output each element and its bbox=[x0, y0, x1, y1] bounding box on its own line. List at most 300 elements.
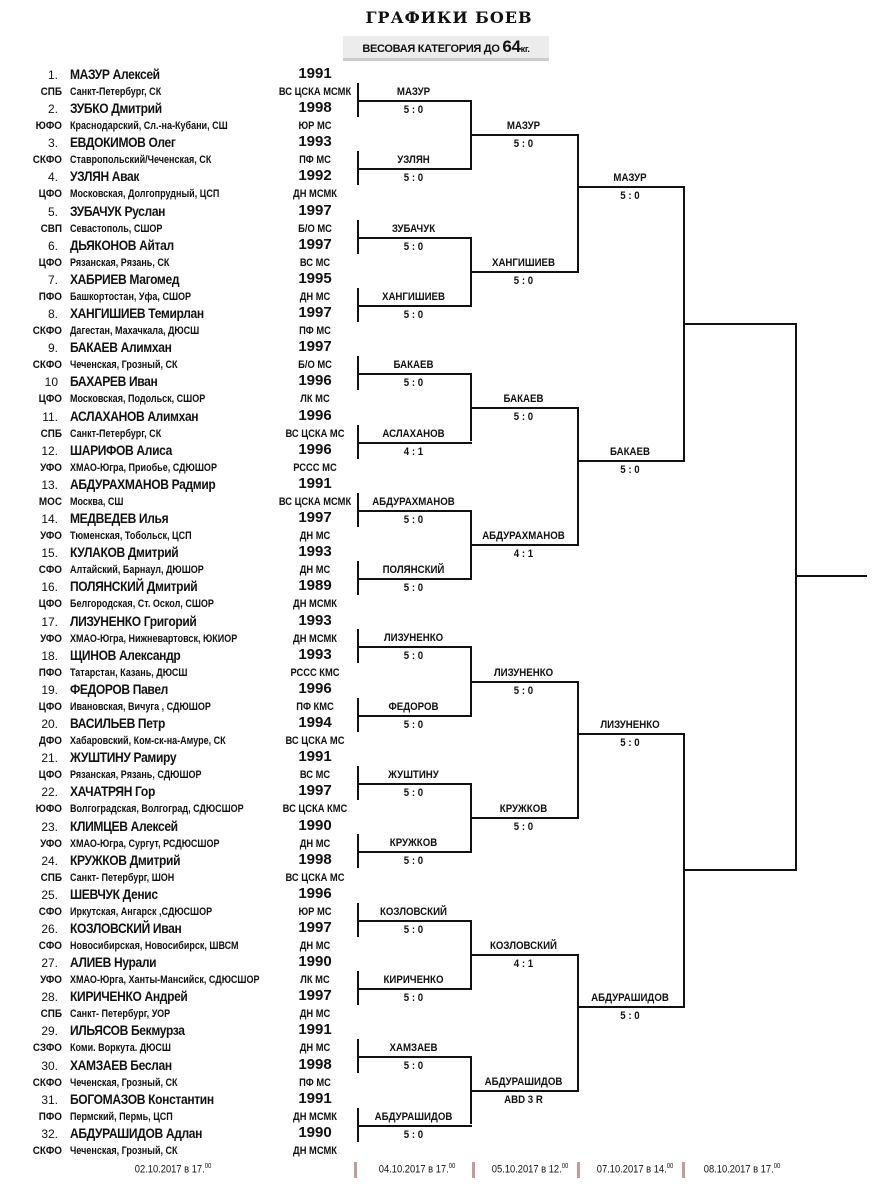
athlete-region: СКФО bbox=[32, 154, 62, 167]
athlete-region: ЦФО bbox=[38, 769, 62, 782]
bracket-line bbox=[577, 407, 579, 544]
athlete-name: ЕВДОКИМОВ Олег bbox=[70, 134, 176, 151]
bracket-line bbox=[470, 646, 472, 714]
athlete-city: Московская, Долгопрудный, ЦСП bbox=[70, 188, 220, 201]
athlete-name: МЕДВЕДЕВ Илья bbox=[70, 510, 169, 527]
match-winner: АБДУРАХМАНОВ bbox=[482, 529, 565, 542]
bracket-line bbox=[357, 715, 472, 717]
bracket-line bbox=[357, 373, 472, 375]
athlete-city: Чеченская, Грозный, СК bbox=[70, 1144, 178, 1157]
match-score: 5 : 0 bbox=[403, 377, 424, 390]
match-winner: ПОЛЯНСКИЙ bbox=[382, 564, 445, 577]
athlete-club: Б/О МС bbox=[298, 222, 332, 235]
match-winner: КРУЖКОВ bbox=[389, 837, 438, 850]
bracket-line bbox=[795, 323, 797, 869]
athlete-region: СВП bbox=[40, 222, 62, 235]
athlete-year: 1997 bbox=[298, 509, 332, 527]
athlete-city: ХМАО-Югра, Приобье, СДЮШОР bbox=[70, 461, 217, 474]
athlete-number: 28. bbox=[41, 990, 58, 1005]
athlete-region: ЦФО bbox=[38, 256, 62, 269]
match-winner: МАЗУР bbox=[613, 172, 647, 185]
athlete-region: УФО bbox=[40, 837, 62, 850]
match-winner: МАЗУР bbox=[506, 120, 541, 133]
athlete-region: ЦФО bbox=[38, 188, 62, 201]
match-winner: УЗЛЯН bbox=[397, 154, 430, 167]
athlete-year: 1996 bbox=[298, 372, 332, 390]
athlete-club: ДН МС bbox=[299, 564, 331, 577]
round-date bbox=[492, 1163, 569, 1176]
athlete-number: 9. bbox=[47, 341, 58, 356]
athlete-club: РССС МС bbox=[293, 461, 337, 474]
date-text: 08.10.2017 в 17. bbox=[703, 1163, 774, 1176]
athlete-number: 18. bbox=[41, 648, 58, 663]
athlete-name: ХАЧАТРЯН Гор bbox=[70, 783, 155, 800]
date-minutes: 00 bbox=[561, 1163, 569, 1170]
athlete-club: ДН МС bbox=[299, 530, 331, 543]
athlete-region: МОС bbox=[38, 495, 62, 508]
athlete-name: ЖУШТИНУ Рамиру bbox=[70, 749, 177, 766]
bracket-line bbox=[577, 460, 685, 462]
match-score: 5 : 0 bbox=[513, 138, 534, 151]
athlete-region: УФО bbox=[40, 974, 62, 987]
athlete-year: 1991 bbox=[298, 1089, 332, 1107]
bracket-line bbox=[577, 1006, 685, 1008]
athlete-name: ХАНГИШИЕВ Темирлан bbox=[70, 305, 204, 322]
match-score: 5 : 0 bbox=[403, 991, 424, 1004]
athlete-year: 1997 bbox=[298, 919, 332, 936]
athlete-number: 7. bbox=[47, 272, 58, 287]
athlete-name: КУЛАКОВ Дмитрий bbox=[70, 544, 179, 561]
athlete-club: ВС ЦСКА МСМК bbox=[278, 86, 352, 98]
athlete-year: 1997 bbox=[298, 201, 332, 219]
athlete-year: 1990 bbox=[298, 1123, 332, 1141]
bracket-line bbox=[357, 578, 472, 580]
athlete-club: ДН МСМК bbox=[293, 1110, 337, 1123]
athlete-year: 1997 bbox=[298, 782, 332, 800]
athlete-number: 24. bbox=[41, 853, 58, 868]
athlete-number: 29. bbox=[41, 1024, 58, 1039]
weight-unit: кг. bbox=[520, 44, 530, 54]
athlete-club: ДН МС bbox=[299, 837, 331, 850]
match-winner: ЖУШТИНУ bbox=[388, 769, 439, 781]
athlete-region: СКФО bbox=[32, 1144, 62, 1157]
athlete-region: ЮФО bbox=[35, 120, 62, 133]
athlete-year: 1998 bbox=[298, 1055, 332, 1073]
bracket-line bbox=[470, 817, 579, 819]
athlete-number: 26. bbox=[41, 922, 58, 936]
athlete-year: 1997 bbox=[298, 235, 332, 253]
athlete-region: УФО bbox=[40, 530, 62, 543]
bracket-line bbox=[470, 783, 472, 851]
athlete-club: ПФ МС bbox=[299, 1076, 331, 1089]
athlete-club: ЛК МС bbox=[300, 974, 330, 987]
date-minutes: 00 bbox=[773, 1163, 781, 1170]
athlete-club: ДН МС bbox=[299, 1008, 331, 1021]
athlete-club: ВС ЦСКА МС bbox=[285, 735, 345, 748]
athlete-club: Б/О МС bbox=[298, 359, 332, 372]
athlete-number: 14. bbox=[41, 512, 58, 527]
round-date bbox=[597, 1163, 674, 1176]
date-separator bbox=[472, 1162, 475, 1178]
athlete-year: 1997 bbox=[298, 304, 332, 322]
athlete-name: ВАСИЛЬЕВ Петр bbox=[70, 715, 165, 732]
bracket-line bbox=[357, 988, 472, 990]
athlete-name: АБДУРАХМАНОВ Радмир bbox=[70, 475, 216, 492]
bracket-line bbox=[357, 442, 472, 444]
weight-category bbox=[343, 36, 549, 61]
match-winner: ЛИЗУНЕНКО bbox=[383, 632, 444, 645]
athlete-city: Санкт- Петербург, ШОН bbox=[70, 871, 175, 884]
athlete-city: Волгоградская, Волгоград, СДЮСШОР bbox=[70, 803, 244, 816]
athlete-city: ХМАО-Юрга, Ханты-Мансийск, СДЮСШОР bbox=[70, 974, 260, 987]
athlete-city: Чеченская, Грозный, СК bbox=[70, 359, 178, 372]
athlete-region: СФО bbox=[38, 940, 62, 952]
match-score: 4 : 1 bbox=[513, 957, 534, 970]
athlete-region: ЦФО bbox=[38, 700, 62, 713]
bracket-line bbox=[357, 100, 472, 102]
athlete-club: ЛК МС bbox=[300, 393, 330, 406]
bracket-line bbox=[470, 954, 579, 956]
round-date bbox=[379, 1163, 456, 1176]
athlete-region: СФО bbox=[38, 905, 62, 918]
match-winner: АБДУРАШИДОВ bbox=[591, 992, 669, 1005]
athlete-number: 4. bbox=[47, 170, 58, 185]
match-winner: БАКАЕВ bbox=[393, 359, 434, 372]
athlete-region: ДФО bbox=[38, 735, 62, 748]
athlete-region: ПФО bbox=[38, 290, 62, 303]
date-minutes: 00 bbox=[448, 1163, 456, 1170]
athlete-year: 1995 bbox=[298, 269, 332, 287]
category-label: ВЕСОВАЯ КАТЕГОРИЯ ДО bbox=[362, 43, 500, 55]
bracket-line bbox=[795, 575, 867, 577]
round-date bbox=[704, 1163, 781, 1176]
date-text: 02.10.2017 в 17. bbox=[134, 1163, 205, 1176]
match-winner: ХАНГИШИЕВ bbox=[381, 290, 446, 303]
match-score: 5 : 0 bbox=[403, 104, 424, 116]
athlete-number: 6. bbox=[47, 238, 58, 253]
athlete-name: ФЕДОРОВ Павел bbox=[70, 680, 168, 697]
athlete-city: Пермский, Пермь, ЦСП bbox=[70, 1110, 173, 1123]
athlete-region: СПБ bbox=[40, 427, 62, 440]
match-winner: БАКАЕВ bbox=[610, 445, 650, 458]
athlete-year: 1993 bbox=[298, 543, 332, 561]
bracket-line bbox=[470, 100, 472, 168]
bracket-line bbox=[470, 510, 472, 578]
athlete-club: ДН МСМК bbox=[293, 598, 337, 611]
athlete-city: Санкт-Петербург, СК bbox=[70, 86, 162, 98]
match-winner: ХАНГИШИЕВ bbox=[491, 256, 556, 269]
athlete-city: Рязанская, Рязань, СК bbox=[70, 256, 170, 269]
athlete-club: ПФ МС bbox=[299, 154, 331, 167]
match-score: 5 : 0 bbox=[403, 513, 424, 526]
match-score: 5 : 0 bbox=[403, 1060, 424, 1073]
athlete-name: ХАБРИЕВ Магомед bbox=[70, 270, 180, 287]
date-minutes: 00 bbox=[666, 1163, 674, 1170]
athlete-year: 1996 bbox=[298, 440, 332, 458]
athlete-name: ШЕВЧУК Денис bbox=[70, 885, 158, 902]
athlete-number: 8. bbox=[47, 307, 58, 322]
athlete-name: УЗЛЯН Авак bbox=[70, 168, 140, 185]
bracket-line bbox=[683, 323, 797, 325]
athlete-city: Татарстан, Казань, ДЮСШ bbox=[70, 666, 188, 679]
match-score: 5 : 0 bbox=[513, 274, 534, 287]
athlete-region: СФО bbox=[38, 564, 62, 577]
match-winner: БАКАЕВ bbox=[503, 393, 544, 406]
bracket-line bbox=[357, 1056, 472, 1058]
athlete-city: Иркутская, Ангарск ,СДЮСШОР bbox=[70, 905, 213, 918]
athlete-city: Дагестан, Махачкала, ДЮСШ bbox=[70, 325, 200, 338]
athlete-city: Башкортостан, Уфа, СШОР bbox=[70, 290, 192, 303]
athlete-year: 1993 bbox=[298, 611, 332, 629]
bracket-line bbox=[470, 237, 472, 305]
match-score: 5 : 0 bbox=[620, 463, 640, 476]
athlete-number: 16. bbox=[41, 580, 58, 595]
athlete-number: 15. bbox=[41, 546, 58, 561]
match-score: 5 : 0 bbox=[403, 1128, 424, 1141]
athlete-city: Санкт- Петербург, УОР bbox=[70, 1008, 171, 1021]
athlete-city: Новосибирская, Новосибирск, ШВСМ bbox=[70, 940, 239, 952]
bracket-line bbox=[357, 920, 472, 922]
athlete-name: КЛИМЦЕВ Алексей bbox=[70, 817, 178, 834]
match-score: 5 : 0 bbox=[403, 923, 424, 936]
athlete-name: МАЗУР Алексей bbox=[70, 66, 160, 82]
athlete-year: 1993 bbox=[298, 645, 332, 663]
bracket-line bbox=[470, 681, 579, 683]
athlete-year: 1991 bbox=[298, 65, 332, 82]
athlete-number: 5. bbox=[47, 204, 58, 219]
bracket-line bbox=[577, 681, 579, 818]
match-score: 5 : 0 bbox=[403, 855, 424, 868]
round-date bbox=[135, 1163, 212, 1176]
athlete-club: ВС МС bbox=[299, 256, 331, 269]
athlete-city: Москва, СШ bbox=[70, 495, 124, 508]
athlete-year: 1998 bbox=[298, 99, 332, 117]
match-score: 5 : 0 bbox=[403, 240, 424, 253]
match-winner: АСЛАХАНОВ bbox=[382, 427, 445, 440]
match-winner: КОЗЛОВСКИЙ bbox=[489, 939, 558, 952]
match-score: 5 : 0 bbox=[403, 172, 424, 185]
match-winner: МАЗУР bbox=[396, 86, 431, 98]
bracket-line bbox=[357, 646, 472, 648]
athlete-name: КОЗЛОВСКИЙ Иван bbox=[70, 920, 182, 936]
bracket-line bbox=[357, 1125, 472, 1127]
athlete-name: АЛИЕВ Нурали bbox=[70, 954, 157, 971]
bracket-line bbox=[357, 305, 472, 307]
athlete-number: 23. bbox=[41, 819, 58, 834]
bracket-line bbox=[470, 134, 579, 136]
match-score: 4 : 1 bbox=[403, 445, 424, 458]
athlete-region: СКФО bbox=[32, 325, 62, 338]
athlete-number: 19. bbox=[41, 682, 58, 697]
match-winner: КОЗЛОВСКИЙ bbox=[379, 905, 448, 918]
athlete-club: ЮР МС bbox=[298, 120, 332, 133]
bracket-line bbox=[357, 168, 472, 170]
match-score: 5 : 0 bbox=[403, 582, 424, 595]
athlete-club: ВС ЦСКА КМС bbox=[282, 803, 348, 816]
athlete-club: ДН МСМК bbox=[293, 632, 337, 645]
athlete-name: ДЬЯКОНОВ Айтал bbox=[70, 236, 174, 253]
athlete-city: Краснодарский, Сл.-на-Кубани, СШ bbox=[70, 120, 228, 133]
athlete-city: Алтайский, Барнаул, ДЮШОР bbox=[70, 564, 204, 577]
bracket-line bbox=[470, 407, 579, 409]
date-text: 04.10.2017 в 17. bbox=[378, 1163, 449, 1176]
match-score: 5 : 0 bbox=[513, 684, 534, 697]
athlete-club: ДН МС bbox=[299, 940, 331, 952]
athlete-number: 13. bbox=[41, 477, 58, 492]
match-winner: АБДУРАШИДОВ bbox=[484, 1076, 563, 1089]
match-winner: ЛИЗУНЕНКО bbox=[493, 666, 554, 679]
athlete-number: 27. bbox=[41, 956, 58, 971]
athlete-city: ХМАО-Югра, Нижневартовск, ЮКИОР bbox=[70, 632, 238, 645]
athlete-region: СЗФО bbox=[32, 1042, 62, 1055]
bracket-line bbox=[683, 869, 797, 871]
athlete-year: 1991 bbox=[298, 1021, 332, 1039]
athlete-number: 31. bbox=[41, 1092, 58, 1107]
athlete-club: ДН МС bbox=[299, 1042, 331, 1055]
athlete-region: СПБ bbox=[40, 1008, 62, 1021]
athlete-city: ХМАО-Югра, Сургут, РСДЮСШОР bbox=[70, 837, 220, 850]
bracket-line bbox=[577, 733, 685, 735]
athlete-name: ИЛЬЯСОВ Бекмурза bbox=[70, 1022, 185, 1039]
athlete-club: ДН МСМК bbox=[293, 188, 337, 201]
athlete-number: 32. bbox=[41, 1126, 58, 1141]
date-text: 07.10.2017 в 14. bbox=[596, 1163, 667, 1176]
athlete-number: 21. bbox=[41, 751, 58, 766]
athlete-year: 1993 bbox=[298, 133, 332, 151]
match-winner: ФЕДОРОВ bbox=[388, 700, 439, 713]
athlete-city: Коми. Воркута. ДЮСШ bbox=[70, 1042, 171, 1055]
athlete-year: 1998 bbox=[298, 850, 332, 868]
athlete-region: УФО bbox=[40, 461, 62, 474]
date-minutes: 00 bbox=[204, 1163, 212, 1170]
athlete-number: 1. bbox=[47, 68, 58, 82]
athlete-city: Белгородская, Ст. Оскол, СШОР bbox=[70, 598, 214, 611]
athlete-name: БАКАЕВ Алимхан bbox=[70, 339, 172, 356]
athlete-name: ЗУБКО Дмитрий bbox=[70, 100, 162, 117]
match-score: 5 : 0 bbox=[403, 718, 424, 731]
page-title: ГРАФИКИ БОЕВ bbox=[365, 8, 533, 27]
match-winner: АБДУРАШИДОВ bbox=[374, 1110, 453, 1123]
match-winner: ЗУБАЧУК bbox=[391, 222, 436, 235]
athlete-city: Севастополь, СШОР bbox=[70, 222, 163, 235]
athlete-region: СКФО bbox=[32, 359, 62, 372]
athlete-region: ЦФО bbox=[38, 393, 62, 406]
athlete-city: Хабаровский, Ком-ск-на-Амуре, СК bbox=[70, 735, 226, 748]
match-score: 5 : 0 bbox=[620, 190, 640, 203]
athlete-year: 1992 bbox=[298, 167, 332, 185]
bracket-line bbox=[577, 954, 579, 1091]
athlete-club: ВС ЦСКА МС bbox=[285, 871, 345, 884]
bracket-line bbox=[470, 373, 472, 441]
match-winner: АБДУРАХМАНОВ bbox=[372, 495, 455, 508]
bracket-line bbox=[470, 1090, 579, 1092]
match-winner: ЛИЗУНЕНКО bbox=[600, 718, 660, 731]
athlete-region: СПБ bbox=[40, 86, 62, 98]
match-score: 5 : 0 bbox=[513, 411, 534, 424]
athlete-club: ПФ МС bbox=[299, 325, 331, 338]
athlete-city: Московская, Подольск, СШОР bbox=[70, 393, 206, 406]
athlete-year: 1990 bbox=[298, 816, 332, 834]
match-winner: КИРИЧЕНКО bbox=[383, 973, 444, 986]
athlete-club: ДН МС bbox=[299, 290, 331, 303]
athlete-club: ПФ КМС bbox=[296, 700, 334, 713]
match-score: 5 : 0 bbox=[513, 821, 534, 834]
athlete-region: ПФО bbox=[38, 1110, 62, 1123]
bracket-line bbox=[470, 1056, 472, 1124]
athlete-number: 20. bbox=[41, 717, 58, 732]
bracket-line bbox=[470, 544, 579, 546]
bracket-line bbox=[357, 783, 472, 785]
athlete-region: ЮФО bbox=[35, 803, 62, 816]
athlete-region: СПБ bbox=[40, 871, 62, 884]
athlete-name: ЗУБАЧУК Руслан bbox=[70, 202, 166, 219]
athlete-year: 1991 bbox=[298, 748, 332, 766]
match-winner: ХАМЗАЕВ bbox=[389, 1042, 438, 1055]
athlete-name: БАХАРЕВ Иван bbox=[70, 373, 158, 390]
match-score: 5 : 0 bbox=[620, 1010, 640, 1023]
athlete-name: ЩИНОВ Александр bbox=[70, 646, 181, 663]
date-text: 05.10.2017 в 12. bbox=[491, 1163, 562, 1176]
athlete-number: 10 bbox=[44, 375, 58, 390]
bracket-line bbox=[470, 271, 579, 273]
match-winner: КРУЖКОВ bbox=[499, 803, 548, 816]
athlete-year: 1996 bbox=[298, 406, 332, 424]
athlete-club: ЮР МС bbox=[298, 905, 332, 918]
athlete-name: ХАМЗАЕВ Беслан bbox=[70, 1056, 172, 1073]
athlete-year: 1991 bbox=[298, 474, 332, 492]
athlete-number: 22. bbox=[41, 785, 58, 800]
athlete-name: ЛИЗУНЕНКО Григорий bbox=[70, 612, 197, 629]
athlete-city: Тюменская, Тобольск, ЦСП bbox=[70, 530, 192, 543]
athlete-year: 1996 bbox=[298, 679, 332, 697]
match-score: 5 : 0 bbox=[403, 787, 424, 799]
athlete-region: СКФО bbox=[32, 1076, 62, 1089]
match-score: 5 : 0 bbox=[403, 650, 424, 663]
athlete-city: Санкт-Петербург, СК bbox=[70, 427, 162, 440]
athlete-club: ВС МС bbox=[299, 769, 331, 782]
athlete-name: КРУЖКОВ Дмитрий bbox=[70, 851, 181, 868]
bracket-line bbox=[357, 851, 472, 853]
bracket-line bbox=[470, 920, 472, 988]
date-separator bbox=[354, 1162, 357, 1178]
athlete-number: 17. bbox=[41, 614, 58, 629]
athlete-club: ДН МСМК bbox=[293, 1144, 337, 1157]
athlete-year: 1990 bbox=[298, 953, 332, 971]
athlete-name: АБДУРАШИДОВ Адлан bbox=[70, 1124, 203, 1141]
match-score: 5 : 0 bbox=[403, 308, 424, 321]
athlete-name: ПОЛЯНСКИЙ Дмитрий bbox=[70, 578, 198, 595]
athlete-name: БОГОМАЗОВ Константин bbox=[70, 1090, 214, 1107]
athlete-region: ЦФО bbox=[38, 598, 62, 611]
athlete-city: Чеченская, Грозный, СК bbox=[70, 1076, 178, 1089]
bracket-line bbox=[357, 237, 472, 239]
date-separator bbox=[682, 1162, 685, 1178]
athlete-year: 1996 bbox=[298, 884, 332, 902]
bracket-line bbox=[577, 134, 579, 271]
athlete-year: 1994 bbox=[298, 714, 332, 732]
athlete-city: Ставропольский/Чеченская, СК bbox=[70, 154, 212, 167]
athlete-city: Ивановская, Вичуга , СДЮШОР bbox=[70, 700, 211, 713]
athlete-number: 12. bbox=[41, 443, 58, 458]
athlete-region: ПФО bbox=[38, 666, 62, 679]
match-score: ABD 3 R bbox=[504, 1094, 543, 1107]
athlete-name: АСЛАХАНОВ Алимхан bbox=[70, 407, 199, 424]
weight-value: 64 bbox=[502, 37, 521, 56]
athlete-club: РССС КМС bbox=[290, 666, 340, 679]
athlete-club: ВС ЦСКА МСМК bbox=[278, 495, 352, 508]
bracket-line bbox=[577, 186, 685, 188]
match-score: 4 : 1 bbox=[513, 547, 534, 560]
